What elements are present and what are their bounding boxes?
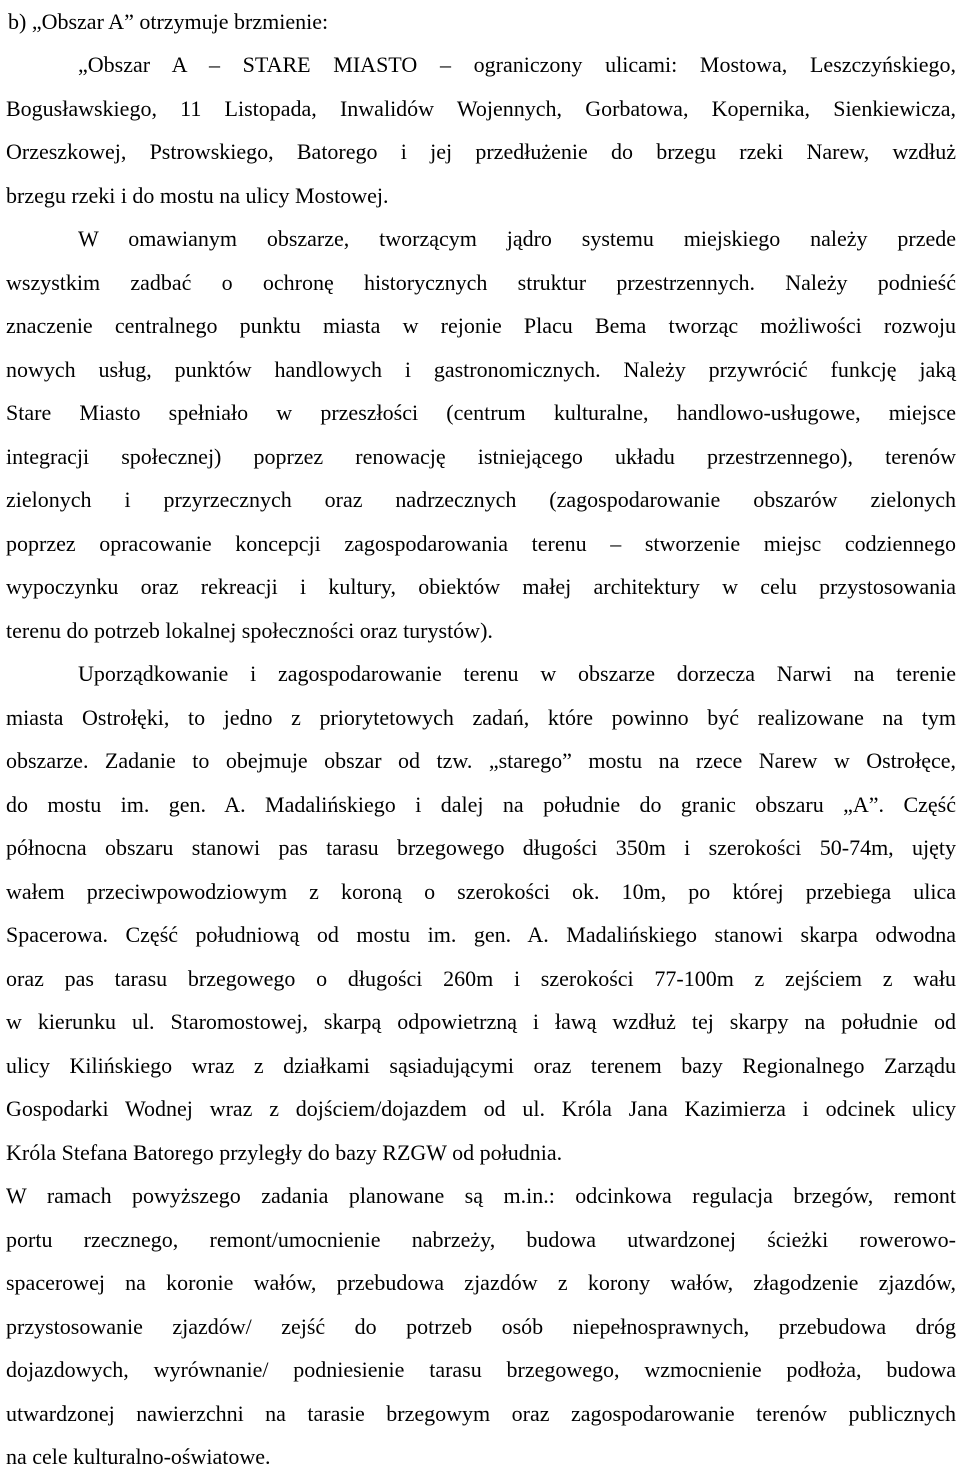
- text-line: poprzez opracowanie koncepcji zagospodarowania terenu – stworzenie miejsc codziennego: [6, 530, 956, 556]
- paragraph-1: [6, 43, 956, 217]
- text-line: wypoczynku oraz rekreacji i kultury, obiektów małej architektury w celu przystosowania: [6, 574, 956, 599]
- text-line: do mostu im. gen. A. Madalińskiego i dalej na południe do granic obszaru „A”. Część: [6, 791, 956, 817]
- text-line: północna obszaru stanowi pas tarasu brzegowego długości 350m i szerokości 50-74m, ujęty: [6, 835, 956, 860]
- paragraph-3: [6, 652, 956, 1174]
- paragraph-2: [6, 217, 956, 652]
- text-line: Gospodarki Wodnej wraz z dojściem/dojazdem od ul. Króla Jana Kazimierza i odcinek ulicy: [6, 1096, 956, 1121]
- text-line: portu rzecznego, remont/umocnienie nabrzeży, budowa utwardzonej ścieżki rowerowo-: [6, 1226, 956, 1252]
- text-line: Bogusławskiego, 11 Listopada, Inwalidów Wojennych, Gorbatowa, Kopernika, Sienkiewicza,: [6, 95, 956, 121]
- text-line: dojazdowych, wyrównanie/ podniesienie tarasu brzegowego, wzmocnienie podłoża, budowa: [6, 1357, 956, 1382]
- text-line: Uporządkowanie i zagospodarowanie terenu w obszarze dorzecza Narwi na terenie: [78, 661, 956, 686]
- text-line: obszarze. Zadanie to obejmuje obszar od tzw. „starego” mostu na rzece Narew w Ostrołęce,: [6, 748, 956, 773]
- text-line: oraz pas tarasu brzegowego o długości 260m i szerokości 77-100m z zejściem z wału: [6, 965, 956, 991]
- text-line: Spacerowa. Część południową od mostu im. gen. A. Madalińskiego stanowi skarpa odwodna: [6, 922, 956, 947]
- text-line: W ramach powyższego zadania planowane są m.in.: odcinkowa regulacja brzegów, remont: [6, 1183, 956, 1208]
- paragraph-4: [6, 1174, 956, 1479]
- text-line: ulicy Kilińskiego wraz z działkami sąsiadującymi oraz terenem bazy Regionalnego Zarządu: [6, 1052, 956, 1078]
- text-line: miasta Ostrołęki, to jedno z priorytetowych zadań, które powinno być realizowane na tym: [6, 704, 956, 730]
- text-line: Orzeszkowej, Pstrowskiego, Batorego i jej przedłużenie do brzegu rzeki Narew, wzdłuż: [6, 139, 956, 164]
- section-heading: b) „Obszar A” otrzymuje brzmienie:: [8, 9, 329, 34]
- text-line: nowych usług, punktów handlowych i gastronomicznych. Należy przywrócić funkcję jaką: [6, 356, 956, 382]
- text-line: na cele kulturalno-oświatowe.: [6, 1444, 271, 1469]
- text-line: spacerowej na koronie wałów, przebudowa zjazdów z korony wałów, złagodzenie zjazdów,: [6, 1270, 956, 1295]
- text-line: wałem przeciwpowodziowym z koroną o szerokości ok. 10m, po której przebiega ulica: [6, 878, 956, 904]
- document-body: [6, 43, 956, 1479]
- text-line: „Obszar A – STARE MIASTO – ograniczony ulicami: Mostowa, Leszczyńskiego,: [78, 52, 956, 77]
- text-line: Stare Miasto spełniało w przeszłości (centrum kulturalne, handlowo-usługowe, miejsce: [6, 400, 956, 425]
- text-line: W omawianym obszarze, tworzącym jądro systemu miejskiego należy przede: [78, 226, 956, 251]
- text-line: w kierunku ul. Staromostowej, skarpą odpowietrzną i ławą wzdłuż tej skarpy na południe od: [6, 1009, 956, 1034]
- text-line: przystosowanie zjazdów/ zejść do potrzeb osób niepełnosprawnych, przebudowa dróg: [6, 1313, 956, 1339]
- text-line: wszystkim zadbać o ochronę historycznych struktur przestrzennych. Należy podnieść: [6, 269, 956, 295]
- text-line: Króla Stefana Batorego przyległy do bazy RZGW od południa.: [6, 1139, 563, 1165]
- text-line: brzegu rzeki i do mostu na ulicy Mostowej.: [6, 182, 389, 208]
- text-line: terenu do potrzeb lokalnej społeczności oraz turystów).: [6, 617, 493, 643]
- text-line: utwardzonej nawierzchni na tarasie brzegowym oraz zagospodarowanie terenów publicznych: [6, 1400, 956, 1426]
- text-line: zielonych i przyrzecznych oraz nadrzecznych (zagospodarowanie obszarów zielonych: [6, 487, 956, 512]
- text-line: integracji społecznej) poprzez renowację istniejącego układu przestrzennego), terenów: [6, 443, 956, 469]
- text-line: znaczenie centralnego punktu miasta w rejonie Placu Bema tworząc możliwości rozwoju: [6, 313, 956, 338]
